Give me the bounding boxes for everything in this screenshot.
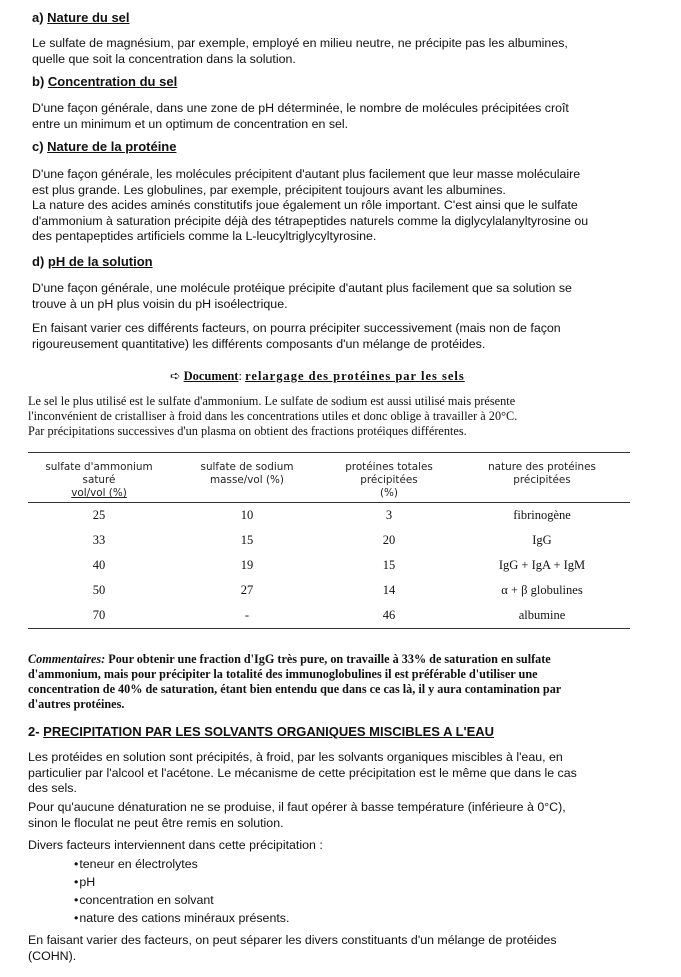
heading-concentration-du-sel: b) Concentration du sel: [32, 74, 178, 89]
list-item: • teneur en électrolytes: [74, 855, 289, 873]
table-row: [28, 603, 630, 629]
paragraph-low-temperature: Pour qu'aucune dénaturation ne se produise, il faut opérer à basse température (inférieure à 0°C), sinon le floculat ne peut être remis en solution.: [28, 800, 566, 830]
document-title: ➪ Document: relargage des protéines par les sels: [170, 369, 465, 383]
table-row: [28, 503, 630, 529]
heading-nature-de-la-proteine: c) Nature de la protéine: [32, 139, 177, 154]
header-total-proteins: protéines totales précipitées (%): [345, 461, 433, 499]
table-cell: 19: [240, 558, 254, 572]
heading-section-2: 2- PRECIPITATION PAR LES SOLVANTS ORGANIQUES MISCIBLES A L'EAU: [28, 724, 495, 739]
table-cell: IgG: [532, 533, 552, 547]
paragraph-concentration-du-sel: D'une façon générale, dans une zone de pH déterminée, le nombre de molécules précipitées croît entre un minimum et un optimum de concentration en sel.: [32, 101, 569, 131]
list-item: • pH: [74, 873, 289, 891]
list-item: • nature des cations minéraux présents.: [74, 909, 289, 927]
list-item: • concentration en solvant: [74, 891, 289, 909]
table-cell: α + β globulines: [501, 583, 583, 597]
table-row: [28, 553, 630, 578]
table-cell: 14: [382, 583, 396, 597]
table-cell: IgG + IgA + IgM: [498, 558, 586, 572]
table-cell: 27: [240, 583, 254, 597]
header-sodium-sulfate: sulfate de sodium masse/vol (%): [200, 461, 294, 486]
table-row: [28, 528, 630, 553]
table-cell: 70: [92, 608, 106, 622]
arrow-icon: ➪: [170, 369, 181, 383]
table-cell: 33: [92, 533, 106, 547]
factors-list: [74, 855, 289, 927]
comment-block: Commentaires: Pour obtenir une fraction d'IgG très pure, on travaille à 33% de saturation en sulfate d'ammonium, mais pour précipiter la totalité des immunoglobulines il est préférable d'utiliser une concentration de 40% de saturation, étant bien entendu que dans ce cas là, il y aura contamination par d'autres protéines.: [28, 652, 562, 711]
table-cell: 46: [382, 608, 396, 622]
document-intro: Le sel le plus utilisé est le sulfate d'ammonium. Le sulfate de sodium est aussi utilisé mais présente l'inconvénient de cristalliser à froid dans les concentrations utiles et donc oblige à travailler à 20°C. Par précipitations successives d'un plasma on obtient des fractions protéiques différentes.: [28, 394, 518, 438]
table-cell: 25: [92, 508, 106, 522]
header-protein-nature: nature des protéines précipitées: [488, 461, 596, 486]
comment-label: Commentaires:: [28, 652, 106, 666]
table-cell: 15: [382, 558, 396, 572]
table-cell: 15: [240, 533, 254, 547]
table-cell: 40: [92, 558, 106, 572]
paragraph-summary: En faisant varier ces différents facteurs, on pourra précipiter successivement (mais non de façon rigoureusement quantitative) les différents composants d'un mélange de protéides.: [32, 321, 561, 351]
table-cell: 20: [382, 533, 396, 547]
header-ammonium-sulfate: sulfate d'ammonium saturé vol/vol (%): [45, 461, 153, 499]
paragraph-nature-du-sel: Le sulfate de magnésium, par exemple, employé en milieu neutre, ne précipite pas les albumines, quelle que soit la concentration dans la solution.: [32, 36, 568, 66]
paragraph-ph-de-la-solution: D'une façon générale, une molécule protéique précipite d'autant plus facilement que sa solution se trouve à un pH plus voisin du pH isoélectrique.: [32, 281, 572, 311]
table-cell: fibrinogène: [513, 508, 571, 522]
table-cell: 10: [240, 508, 254, 522]
table-cell: 3: [385, 508, 393, 522]
table-cell: albumine: [518, 608, 566, 622]
table-cell: -: [244, 608, 250, 622]
paragraph-cohn: En faisant varier des facteurs, on peut séparer les divers constituants d'un mélange de protéides (COHN).: [28, 933, 557, 963]
heading-nature-du-sel: a) Nature du sel: [32, 10, 130, 25]
table-cell: 50: [92, 583, 106, 597]
precipitation-table: [28, 452, 630, 629]
paragraph-solvents: Les protéides en solution sont précipités, à froid, par les solvants organiques miscibles à l'eau, en particulier par l'alcool et l'acétone. Le mécanisme de cette précipitation est le même que dans le cas des sels.: [28, 750, 577, 795]
table-row: [28, 578, 630, 603]
paragraph-nature-de-la-proteine: D'une façon générale, les molécules précipitent d'autant plus facilement que leur masse moléculaire est plus grande. Les globulines, par exemple, précipitent toujours avant les albumines. La nature des acides aminés constitutifs joue également un rôle important. C'est ainsi que le sulfate d'ammonium à saturation précipite déjà des tétrapeptides naturels comme la diglycylalanyltyrosine ou des pentapeptides artificiels comme la L-leucyltriglycyltyrosine.: [32, 167, 589, 243]
table-header-row: [28, 453, 630, 503]
factors-intro: Divers facteurs interviennent dans cette précipitation :: [28, 838, 323, 852]
heading-ph-de-la-solution: d) pH de la solution: [32, 254, 153, 269]
